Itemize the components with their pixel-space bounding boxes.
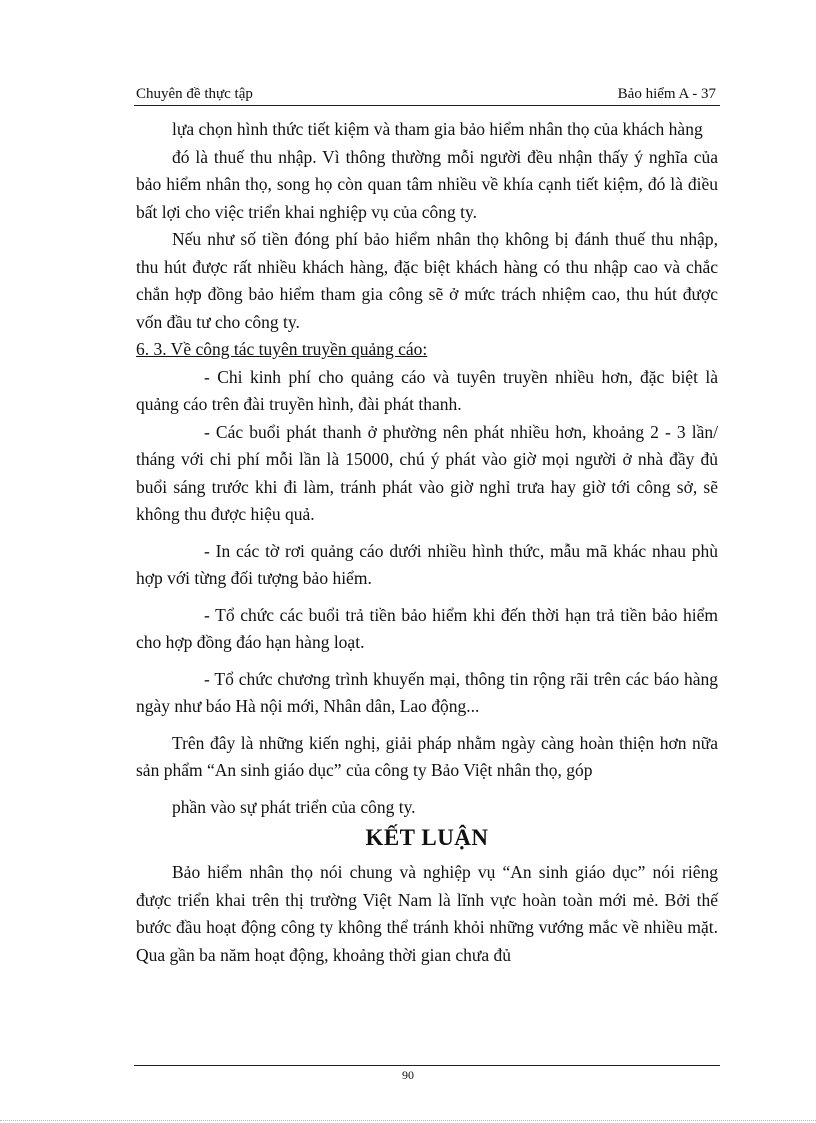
- closing-paragraph: Trên đây là những kiến nghị, giải pháp nhằm ngày càng hoàn thiện hơn nữa sản phẩm “An sinh giáo dục” của công ty Bảo Việt nhân thọ, góp: [136, 732, 718, 780]
- page-bottom-edge: [0, 1120, 816, 1121]
- bullet-item-1: - Chi kinh phí cho quảng cáo và tuyên truyền nhiều hơn, đặc biệt là quảng cáo trên đài truyền hình, đài phát thanh.: [136, 366, 718, 414]
- bullet-item-4: - Tổ chức các buổi trả tiền bảo hiểm khi đến thời hạn trả tiền bảo hiểm cho hợp đồng đáo hạn hàng loạt.: [136, 604, 718, 652]
- bullet-item-2: - Các buổi phát thanh ở phường nên phát nhiều hơn, khoảng 2 - 3 lần/ tháng với chi phí mỗi lần là 15000, chú ý phát vào giờ mọi người ở nhà đầy đủ buổi sáng trước khi đi làm, tránh phát vào giờ nghỉ trưa hay giờ tới công sở, sẽ không thu được hiệu quả.: [136, 421, 718, 524]
- page-header-left: Chuyên đề thực tập: [136, 86, 253, 102]
- conclusion-paragraph: Bảo hiểm nhân thọ nói chung và nghiệp vụ “An sinh giáo dục” nói riêng được triển khai trên thị trường Việt Nam là lĩnh vực hoàn toàn mới mẻ. Bởi thế bước đầu hoạt động công ty không thể tránh khỏi những vướng mắc về nhiều mặt. Qua gần ba năm hoạt động, khoảng thời gian chưa đủ: [136, 862, 718, 965]
- section-heading: 6. 3. Về công tác tuyên truyền quảng cáo:: [136, 339, 428, 359]
- bullet-item-3: - In các tờ rơi quảng cáo dưới nhiều hình thức, mẫu mã khác nhau phù hợp với từng đối tượng bảo hiểm.: [136, 540, 718, 588]
- page-number: 90: [402, 1068, 414, 1082]
- paragraph-3: Nếu như số tiền đóng phí bảo hiểm nhân thọ không bị đánh thuế thu nhập, thu hút được rất nhiều khách hàng, đặc biệt khách hàng có thu nhập cao và chắc chắn hợp đồng bảo hiểm tham gia công sẽ ở mức trách nhiệm cao, thu hút được vốn đầu tư cho công ty.: [136, 229, 718, 332]
- footer-rule: [134, 1065, 720, 1066]
- paragraph-2: đó là thuế thu nhập. Vì thông thường mỗi người đều nhận thấy ý nghĩa của bảo hiểm nhân thọ, song họ còn quan tâm nhiều về khía cạnh tiết kiệm, đó là điều bất lợi cho việc triển khai nghiệp vụ của công ty.: [136, 146, 718, 222]
- page-header-right: Bảo hiểm A - 37: [617, 86, 716, 102]
- header-rule: [134, 105, 720, 106]
- closing-paragraph-continued: phần vào sự phát triển của công ty.: [172, 796, 416, 817]
- document-body: [136, 116, 718, 969]
- bullet-item-5: - Tổ chức chương trình khuyến mại, thông tin rộng rãi trên các báo hàng ngày như báo Hà nội mới, Nhân dân, Lao động...: [136, 668, 718, 716]
- paragraph-1: lựa chọn hình thức tiết kiệm và tham gia bảo hiểm nhân thọ của khách hàng: [172, 119, 703, 139]
- conclusion-title: KẾT LUẬN: [365, 825, 489, 850]
